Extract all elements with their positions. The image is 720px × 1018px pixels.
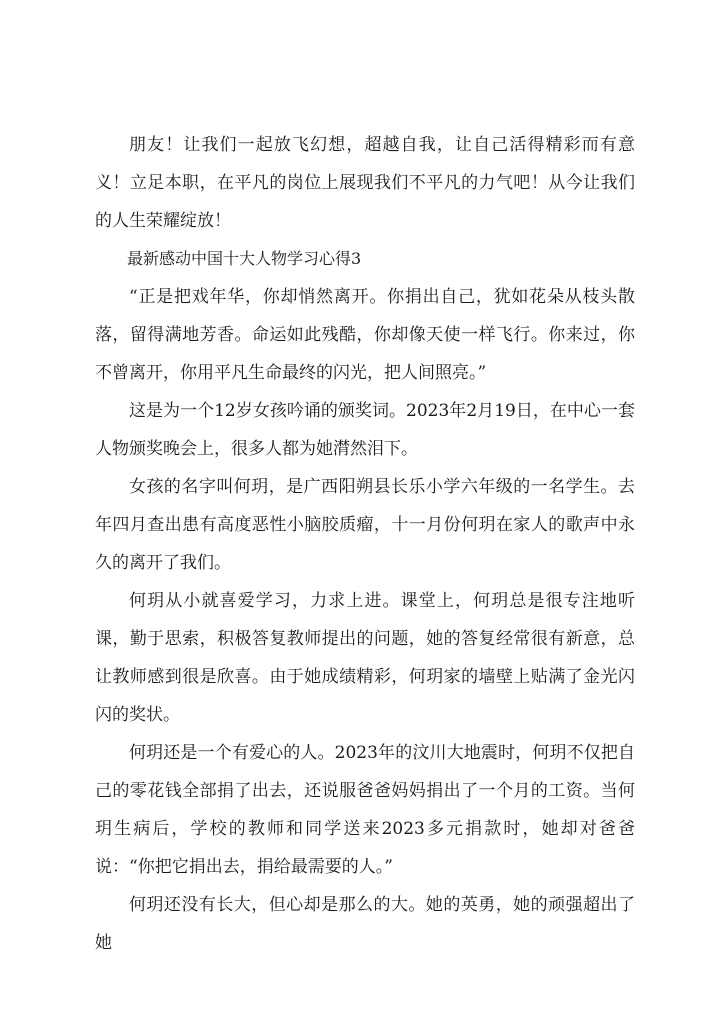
paragraph-award-citation: “正是把戏年华，你却悄然离开。你捐出自己，犹如花朵从枝头散落，留得满地芳香。命运如此残酷，你却像天使一样飞行。你来过，你不曾离开，你用平凡生命最终的闪光，把人间照亮。” bbox=[95, 287, 635, 383]
paragraph-ceremony: 这是为一个12岁女孩吟诵的颁奖词。2023年2月19日，在中心一套人物颁奖晚会上，很多人都为她潸然泪下。 bbox=[95, 401, 635, 459]
paragraph-girl-introduction: 女孩的名字叫何玥，是广西阳朔县长乐小学六年级的一名学生。去年四月查出患有高度恶性小脑胶质瘤，十一月份何玥在家人的歌声中永久的离开了我们。 bbox=[95, 477, 635, 573]
paragraph-kindness: 何玥还是一个有爱心的人。2023年的汶川大地震时，何玥不仅把自己的零花钱全部捐了出去，还说服爸爸妈妈捐出了一个月的工资。当何玥生病后，学校的教师和同学送来2023多元捐款时，她却对爸爸说：“你把它捐出去，捐给最需要的人。” bbox=[95, 743, 635, 877]
paragraph-courage: 何玥还没有长大，但心却是那么的大。她的英勇，她的顽强超出了她 bbox=[95, 895, 635, 953]
paragraph-closing-exhortation: 朋友！让我们一起放飞幻想，超越自我，让自己活得精彩而有意义！立足本职，在平凡的岗位上展现我们不平凡的力气吧！从今让我们的人生荣耀绽放！ bbox=[95, 135, 635, 231]
section-heading: 最新感动中国十大人物学习心得3 bbox=[127, 249, 362, 268]
paragraph-study: 何玥从小就喜爱学习，力求上进。课堂上，何玥总是很专注地听课，勤于思索，积极答复教师提出的问题，她的答复经常很有新意，总让教师感到很是欣喜。由于她成绩精彩，何玥家的墙壁上贴满了金光闪闪的奖状。 bbox=[95, 591, 635, 725]
document-body bbox=[95, 126, 635, 962]
